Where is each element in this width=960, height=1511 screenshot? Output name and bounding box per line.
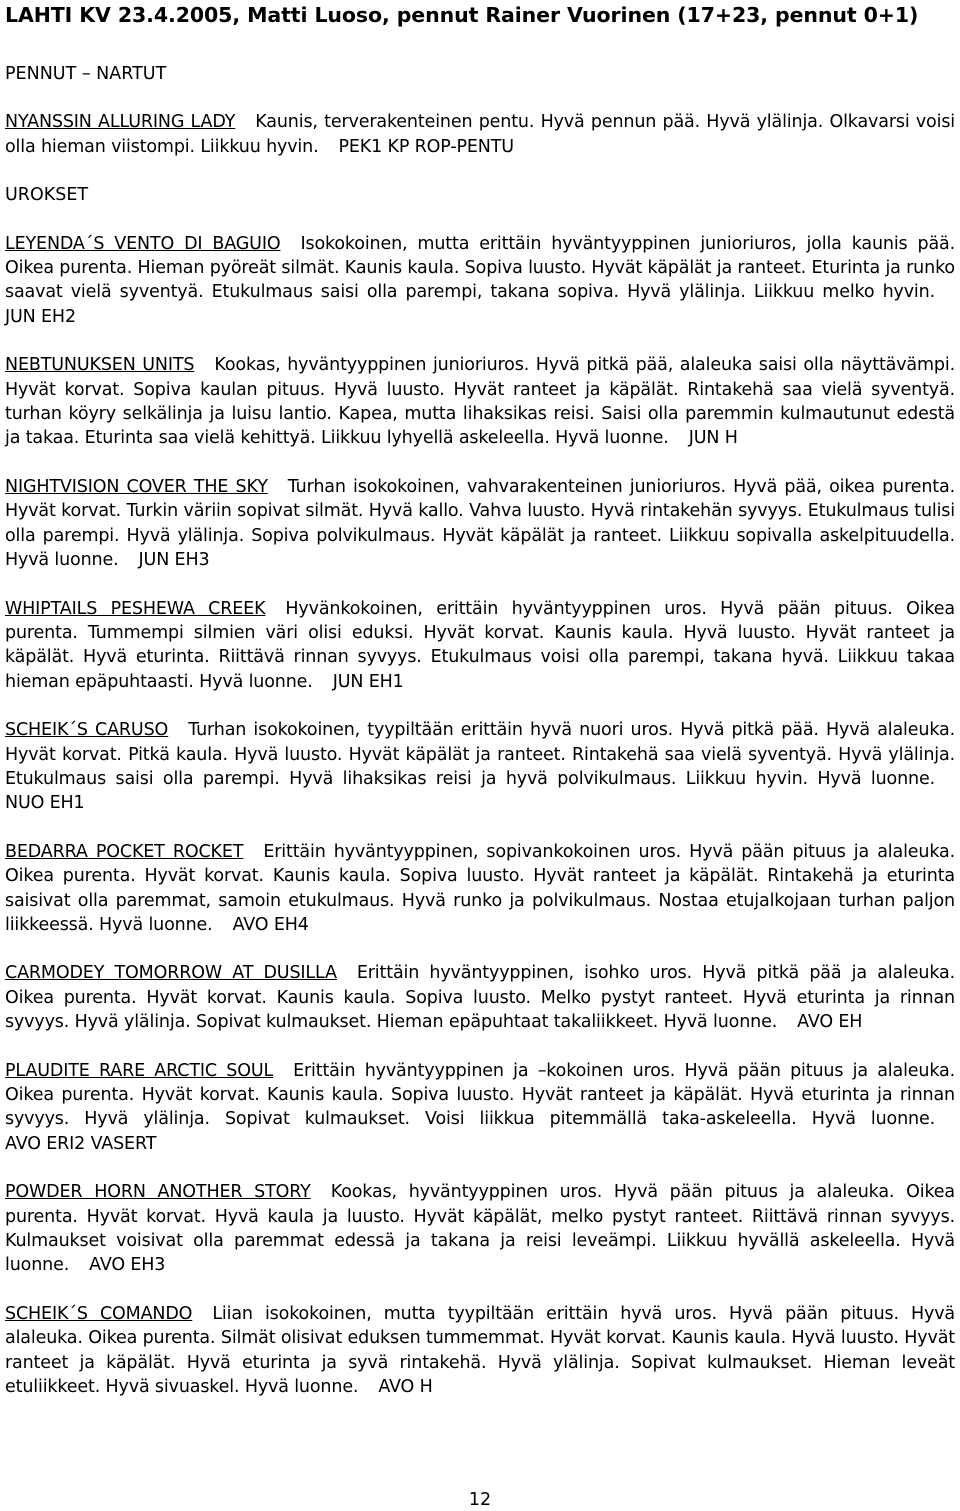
section-heading-puppies: PENNUT – NARTUT bbox=[5, 64, 167, 84]
entry-scheik-s-comando bbox=[5, 1302, 955, 1400]
dog-name: POWDER HORN ANOTHER STORY bbox=[5, 1182, 311, 1203]
document-title: LAHTI KV 23.4.2005, Matti Luoso, pennut Rainer Vuorinen (17+23, pennut 0+1) bbox=[5, 3, 919, 27]
dog-critique: Kaunis, terverakenteinen pentu. Hyvä pennun pää. Hyvä ylälinja. Olkavarsi voisi olla hieman viistompi. Liikkuu hyvin. bbox=[5, 112, 955, 157]
dog-award: JUN H bbox=[688, 428, 738, 449]
dog-award: AVO EH4 bbox=[232, 914, 309, 935]
dog-critique: Kookas, hyväntyyppinen junioriuros. Hyvä pitkä pää, alaleuka saisi olla näyttävämpi. Hyvät korvat. Sopiva kaulan pituus. Hyvä luusto. Hyvät ranteet ja käpälät. Rintakehä saa vielä syventyä. turhan köyry selkälinja ja luisu lantio. Kapea, mutta lihaksikas reisi. Saisi olla paremmin kulmautunut edestä ja takaa. Eturinta saa vielä kehittyä. Liikkuu lyhyellä askeleella. Hyvä luonne. bbox=[5, 355, 955, 449]
entry-carmodey-tomorrow-at-dusilla bbox=[5, 961, 955, 1034]
dog-award: JUN EH3 bbox=[138, 550, 210, 571]
section-heading-males: UROKSET bbox=[5, 185, 89, 206]
page-number: 12 bbox=[468, 1490, 492, 1510]
dog-award: JUN EH2 bbox=[5, 306, 76, 327]
entry-leyenda-s-vento-di-baguio bbox=[5, 232, 955, 330]
dog-name: NYANSSIN ALLURING LADY bbox=[5, 112, 236, 133]
dog-award: AVO EH bbox=[797, 1012, 863, 1033]
entry-scheik-s-caruso bbox=[5, 718, 955, 816]
document-page bbox=[5, 0, 955, 1399]
dog-critique: Liian isokokoinen, mutta tyypiltään erittäin hyvä uros. Hyvä pään pituus. Hyvä alaleuka. Oikea purenta. Silmät olisivat eduksen tummemmat. Hyvät korvat. Kaunis kaula. Hyvä luusto. Hyvät ranteet ja käpälät. Hyvä eturinta ja syvä rintakehä. Hyvä ylälinja. Sopivat kulmaukset. Hieman leveät etuliikkeet. Hyvä sivuaskel. Hyvä luonne. bbox=[5, 1303, 955, 1398]
dog-critique: Erittäin hyväntyyppinen, isohko uros. Hyvä pitkä pää ja alaleuka. Oikea purenta. Hyvät korvat. Kaunis kaula. Sopiva luusto. Melko pystyt ranteet. Hyvä eturinta ja rinnan syvyys. Hyvä ylälinja. Sopivat kulmaukset. Hieman epäpuhtaat takaliikkeet. Hyvä luonne. bbox=[5, 963, 955, 1033]
dog-award: JUN EH1 bbox=[332, 671, 404, 692]
entry-whiptails-peshewa-creek bbox=[5, 597, 955, 695]
entry-powder-horn-another-story bbox=[5, 1180, 955, 1278]
dog-name: NEBTUNUKSEN UNITS bbox=[5, 355, 195, 376]
dog-name: LEYENDA´S VENTO DI BAGUIO bbox=[5, 233, 281, 254]
dog-award: AVO ERI2 VASERT bbox=[5, 1133, 157, 1154]
dog-name: SCHEIK´S COMANDO bbox=[5, 1303, 193, 1324]
dog-name: WHIPTAILS PESHEWA CREEK bbox=[5, 598, 266, 619]
dog-critique: Isokokoinen, mutta erittäin hyväntyyppinen junioriuros, jolla kaunis pää. Oikea purenta. Hieman pyöreät silmät. Kaunis kaula. Sopiva luusto. Hyvät käpälät ja ranteet. Eturinta ja runko saavat vielä syventyä. Etukulmaus saisi olla parempi, takana sopiva. Hyvä ylälinja. Liikkuu melko hyvin. bbox=[5, 233, 956, 303]
entry-nebtunuksen-units bbox=[5, 353, 955, 451]
entry-nyanssin-alluring-lady bbox=[5, 110, 955, 159]
dog-critique: Hyvänkokoinen, erittäin hyväntyyppinen uros. Hyvä pään pituus. Oikea purenta. Tummempi silmien väri olisi eduksi. Hyvät korvat. Kaunis kaula. Hyvä luusto. Hyvät ranteet ja käpälät. Hyvä eturinta. Riittävä rinnan syvyys. Etukulmaus voisi olla parempi, takana hyvä. Liikkuu takaa hieman epäpuhtaasti. Hyvä luonne. bbox=[5, 598, 955, 692]
entry-nightvision-cover-the-sky bbox=[5, 475, 955, 573]
dog-name: SCHEIK´S CARUSO bbox=[5, 720, 169, 741]
dog-award: AVO H bbox=[378, 1377, 433, 1398]
dog-name: NIGHTVISION COVER THE SKY bbox=[5, 476, 268, 497]
dog-name: CARMODEY TOMORROW AT DUSILLA bbox=[5, 963, 337, 984]
dog-critique: Turhan isokokoinen, vahvarakenteinen junioriuros. Hyvä pää, oikea purenta. Hyvät korvat. Turkin väriin sopivat silmät. Hyvä kallo. Vahva luusto. Hyvä rintakehän syvyys. Etukulmaus tulisi olla parempi. Hyvä ylälinja. Sopiva polvikulmaus. Hyvät käpälät ja ranteet. Liikkuu sopivalla askelpituudella. Hyvä luonne. bbox=[5, 476, 955, 571]
dog-name: BEDARRA POCKET ROCKET bbox=[5, 841, 244, 862]
dog-critique: Turhan isokokoinen, tyypiltään erittäin hyvä nuori uros. Hyvä pitkä pää. Hyvä alaleuka. Hyvät korvat. Pitkä kaula. Hyvä luusto. Hyvät käpälät ja ranteet. Rintakehä saa vielä syventyä. Hyvä ylälinja. Etukulmaus saisi olla parempi. Hyvä lihaksikas reisi ja hyvä polvikulmaus. Liikkuu hyvin. Hyvä luonne. bbox=[5, 720, 955, 789]
dog-award: PEK1 KP ROP-PENTU bbox=[338, 136, 514, 157]
entry-bedarra-pocket-rocket bbox=[5, 840, 955, 938]
entry-plaudite-rare-arctic-soul bbox=[5, 1059, 955, 1157]
dog-name: PLAUDITE RARE ARCTIC SOUL bbox=[5, 1060, 274, 1081]
dog-critique: Erittäin hyväntyyppinen ja –kokoinen uros. Hyvä pään pituus ja alaleuka. Oikea purenta. Hyvät korvat. Kaunis kaula. Sopiva luusto. Hyvät ranteet ja käpälät. Hyvä eturinta ja rinnan syvyys. Hyvä ylälinja. Sopivat kulmaukset. Voisi liikkua pitemmällä taka-askeleella. Hyvä luonne. bbox=[5, 1060, 956, 1130]
dog-award: NUO EH1 bbox=[5, 793, 85, 814]
dog-award: AVO EH3 bbox=[89, 1255, 166, 1276]
dog-critique: Erittäin hyväntyyppinen, sopivankokoinen uros. Hyvä pään pituus ja alaleuka. Oikea purenta. Hyvät korvat. Kaunis kaula. Sopiva luusto. Hyvät ranteet ja käpälät. Rintakehä ja eturinta saisivat olla paremmat, samoin etukulmaus. Hyvä runko ja polvikulmaus. Nostaa etujalkojaan turhan paljon liikkeessä. Hyvä luonne. bbox=[5, 841, 955, 935]
dog-critique: Kookas, hyväntyyppinen uros. Hyvä pään pituus ja alaleuka. Oikea purenta. Hyvät korvat. Hyvä kaula ja luusto. Hyvät käpälät, melko pystyt ranteet. Riittävä rinnan syvyys. Kulmaukset voisivat olla paremmat edessä ja takana ja reisi leveämpi. Liikkuu hyvällä askeleella. Hyvä luonne. bbox=[5, 1182, 956, 1276]
